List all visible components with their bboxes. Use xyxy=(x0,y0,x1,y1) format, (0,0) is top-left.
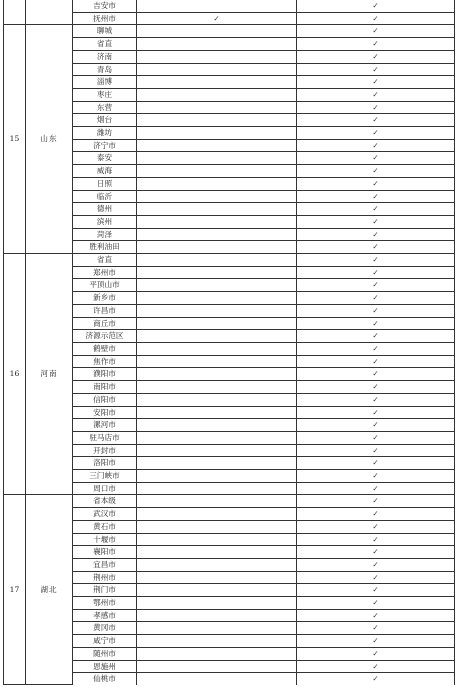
check-cell-column-2: ✓ xyxy=(297,203,455,216)
check-cell-column-2: ✓ xyxy=(297,457,455,470)
check-cell-column-1 xyxy=(137,127,297,140)
check-cell-column-2: ✓ xyxy=(297,571,455,584)
check-cell-column-2: ✓ xyxy=(297,12,455,25)
check-cell-column-2: ✓ xyxy=(297,673,455,685)
city-cell: 驻马店市 xyxy=(73,431,137,444)
check-cell-column-2: ✓ xyxy=(297,482,455,495)
check-cell-column-2: ✓ xyxy=(297,190,455,203)
check-cell-column-2: ✓ xyxy=(297,622,455,635)
check-cell-column-2: ✓ xyxy=(297,101,455,114)
check-cell-column-2: ✓ xyxy=(297,520,455,533)
check-cell-column-1 xyxy=(137,279,297,292)
check-cell-column-2: ✓ xyxy=(297,330,455,343)
city-cell: 济南 xyxy=(73,50,137,63)
city-cell: 枣庄 xyxy=(73,88,137,101)
check-cell-column-1 xyxy=(137,292,297,305)
city-cell: 南阳市 xyxy=(73,381,137,394)
check-cell-column-2: ✓ xyxy=(297,393,455,406)
city-cell: 三门峡市 xyxy=(73,470,137,483)
city-cell: 淄博 xyxy=(73,76,137,89)
check-cell-column-1 xyxy=(137,228,297,241)
city-cell: 省直 xyxy=(73,254,137,267)
check-cell-column-1 xyxy=(137,76,297,89)
check-cell-column-1 xyxy=(137,38,297,51)
city-cell: 孝感市 xyxy=(73,609,137,622)
city-cell: 吉安市 xyxy=(73,0,137,12)
check-cell-column-1 xyxy=(137,266,297,279)
check-cell-column-2: ✓ xyxy=(297,546,455,559)
check-cell-column-1 xyxy=(137,25,297,38)
check-cell-column-2: ✓ xyxy=(297,88,455,101)
city-cell: 荆州市 xyxy=(73,571,137,584)
city-cell: 开封市 xyxy=(73,444,137,457)
city-cell: 滨州 xyxy=(73,215,137,228)
check-cell-column-2: ✓ xyxy=(297,25,455,38)
table-row xyxy=(4,495,455,508)
check-cell-column-1 xyxy=(137,190,297,203)
check-cell-column-1 xyxy=(137,419,297,432)
check-cell-column-2: ✓ xyxy=(297,114,455,127)
check-cell-column-1 xyxy=(137,330,297,343)
check-cell-column-1 xyxy=(137,165,297,178)
check-cell-column-1 xyxy=(137,342,297,355)
check-cell-column-2: ✓ xyxy=(297,254,455,267)
check-cell-column-2: ✓ xyxy=(297,342,455,355)
city-cell: 日照 xyxy=(73,177,137,190)
check-cell-column-1 xyxy=(137,101,297,114)
check-cell-column-2: ✓ xyxy=(297,266,455,279)
check-cell-column-2: ✓ xyxy=(297,304,455,317)
city-cell: 鄂州市 xyxy=(73,597,137,610)
city-cell: 武汉市 xyxy=(73,508,137,521)
city-cell: 平顶山市 xyxy=(73,279,137,292)
check-cell-column-1 xyxy=(137,152,297,165)
check-cell-column-2: ✓ xyxy=(297,635,455,648)
city-cell: 焦作市 xyxy=(73,355,137,368)
check-cell-column-2: ✓ xyxy=(297,355,455,368)
check-cell-column-1 xyxy=(137,622,297,635)
table-row xyxy=(4,254,455,267)
province-name-cell: 河南 xyxy=(26,254,73,495)
check-cell-column-1 xyxy=(137,355,297,368)
city-cell: 黄冈市 xyxy=(73,622,137,635)
check-cell-column-1 xyxy=(137,50,297,63)
city-cell: 鹤壁市 xyxy=(73,342,137,355)
check-cell-column-2: ✓ xyxy=(297,597,455,610)
province-number-cell xyxy=(4,0,26,25)
check-cell-column-2: ✓ xyxy=(297,508,455,521)
check-cell-column-1 xyxy=(137,647,297,660)
check-cell-column-1 xyxy=(137,241,297,254)
city-cell: 黄石市 xyxy=(73,520,137,533)
check-cell-column-2: ✓ xyxy=(297,368,455,381)
check-cell-column-2: ✓ xyxy=(297,584,455,597)
table-row xyxy=(4,25,455,38)
check-cell-column-2: ✓ xyxy=(297,317,455,330)
check-cell-column-2: ✓ xyxy=(297,470,455,483)
city-cell: 洛阳市 xyxy=(73,457,137,470)
check-cell-column-2: ✓ xyxy=(297,139,455,152)
check-cell-column-1 xyxy=(137,508,297,521)
check-cell-column-1 xyxy=(137,673,297,685)
check-cell-column-2: ✓ xyxy=(297,241,455,254)
city-cell: 仙桃市 xyxy=(73,673,137,685)
check-cell-column-1 xyxy=(137,482,297,495)
city-cell: 宜昌市 xyxy=(73,558,137,571)
check-cell-column-1 xyxy=(137,114,297,127)
check-cell-column-1 xyxy=(137,533,297,546)
check-cell-column-2: ✓ xyxy=(297,558,455,571)
check-cell-column-1 xyxy=(137,203,297,216)
check-cell-column-2: ✓ xyxy=(297,127,455,140)
check-cell-column-2: ✓ xyxy=(297,609,455,622)
check-cell-column-1 xyxy=(137,597,297,610)
city-cell: 东营 xyxy=(73,101,137,114)
check-cell-column-1 xyxy=(137,660,297,673)
check-cell-column-1 xyxy=(137,0,297,12)
check-cell-column-2: ✓ xyxy=(297,381,455,394)
check-cell-column-1 xyxy=(137,63,297,76)
check-cell-column-2: ✓ xyxy=(297,419,455,432)
city-cell: 安阳市 xyxy=(73,406,137,419)
city-cell: 威海 xyxy=(73,165,137,178)
city-cell: 省本级 xyxy=(73,495,137,508)
check-cell-column-2: ✓ xyxy=(297,63,455,76)
check-cell-column-1 xyxy=(137,393,297,406)
city-cell: 信阳市 xyxy=(73,393,137,406)
province-name-cell xyxy=(26,0,73,25)
city-cell: 胜利油田 xyxy=(73,241,137,254)
check-cell-column-2: ✓ xyxy=(297,228,455,241)
city-cell: 漯河市 xyxy=(73,419,137,432)
check-cell-column-1 xyxy=(137,635,297,648)
city-cell: 濮阳市 xyxy=(73,368,137,381)
city-cell: 德州 xyxy=(73,203,137,216)
city-cell: 烟台 xyxy=(73,114,137,127)
city-cell: 省直 xyxy=(73,38,137,51)
city-cell: 菏泽 xyxy=(73,228,137,241)
city-cell: 聊城 xyxy=(73,25,137,38)
check-cell-column-1 xyxy=(137,406,297,419)
check-cell-column-1 xyxy=(137,520,297,533)
city-cell: 郑州市 xyxy=(73,266,137,279)
province-name-cell: 湖北 xyxy=(26,495,73,685)
check-cell-column-2: ✓ xyxy=(297,50,455,63)
check-cell-column-2: ✓ xyxy=(297,152,455,165)
check-cell-column-1 xyxy=(137,470,297,483)
city-cell: 随州市 xyxy=(73,647,137,660)
check-cell-column-1 xyxy=(137,368,297,381)
check-cell-column-1 xyxy=(137,304,297,317)
check-cell-column-1: ✓ xyxy=(137,12,297,25)
check-cell-column-1 xyxy=(137,558,297,571)
check-cell-column-1 xyxy=(137,317,297,330)
city-cell: 新乡市 xyxy=(73,292,137,305)
check-cell-column-2: ✓ xyxy=(297,76,455,89)
check-cell-column-2: ✓ xyxy=(297,215,455,228)
table-row xyxy=(4,0,455,12)
province-number-cell: 16 xyxy=(4,254,26,495)
city-cell: 潍坊 xyxy=(73,127,137,140)
check-cell-column-1 xyxy=(137,457,297,470)
check-cell-column-1 xyxy=(137,431,297,444)
check-cell-column-1 xyxy=(137,139,297,152)
check-cell-column-2: ✓ xyxy=(297,660,455,673)
check-cell-column-1 xyxy=(137,254,297,267)
check-cell-column-1 xyxy=(137,609,297,622)
city-cell: 十堰市 xyxy=(73,533,137,546)
check-cell-column-2: ✓ xyxy=(297,533,455,546)
city-cell: 济源示范区 xyxy=(73,330,137,343)
city-cell: 青岛 xyxy=(73,63,137,76)
city-cell: 许昌市 xyxy=(73,304,137,317)
table-body xyxy=(4,0,455,685)
city-cell: 泰安 xyxy=(73,152,137,165)
check-cell-column-2: ✓ xyxy=(297,406,455,419)
check-cell-column-2: ✓ xyxy=(297,38,455,51)
province-name-cell: 山东 xyxy=(26,25,73,254)
check-cell-column-1 xyxy=(137,215,297,228)
check-cell-column-2: ✓ xyxy=(297,292,455,305)
check-cell-column-2: ✓ xyxy=(297,0,455,12)
city-cell: 抚州市 xyxy=(73,12,137,25)
city-cell: 恩施州 xyxy=(73,660,137,673)
check-cell-column-2: ✓ xyxy=(297,495,455,508)
check-cell-column-2: ✓ xyxy=(297,165,455,178)
city-cell: 咸宁市 xyxy=(73,635,137,648)
check-cell-column-1 xyxy=(137,584,297,597)
city-cell: 商丘市 xyxy=(73,317,137,330)
check-cell-column-1 xyxy=(137,495,297,508)
check-cell-column-2: ✓ xyxy=(297,279,455,292)
check-cell-column-1 xyxy=(137,546,297,559)
city-cell: 荆门市 xyxy=(73,584,137,597)
check-cell-column-1 xyxy=(137,381,297,394)
check-cell-column-1 xyxy=(137,88,297,101)
province-city-table xyxy=(3,0,455,685)
city-cell: 周口市 xyxy=(73,482,137,495)
check-cell-column-1 xyxy=(137,571,297,584)
province-number-cell: 15 xyxy=(4,25,26,254)
province-number-cell: 17 xyxy=(4,495,26,685)
city-cell: 临沂 xyxy=(73,190,137,203)
city-cell: 襄阳市 xyxy=(73,546,137,559)
check-cell-column-2: ✓ xyxy=(297,647,455,660)
city-cell: 济宁市 xyxy=(73,139,137,152)
check-cell-column-1 xyxy=(137,177,297,190)
check-cell-column-2: ✓ xyxy=(297,431,455,444)
check-cell-column-1 xyxy=(137,444,297,457)
check-cell-column-2: ✓ xyxy=(297,444,455,457)
check-cell-column-2: ✓ xyxy=(297,177,455,190)
